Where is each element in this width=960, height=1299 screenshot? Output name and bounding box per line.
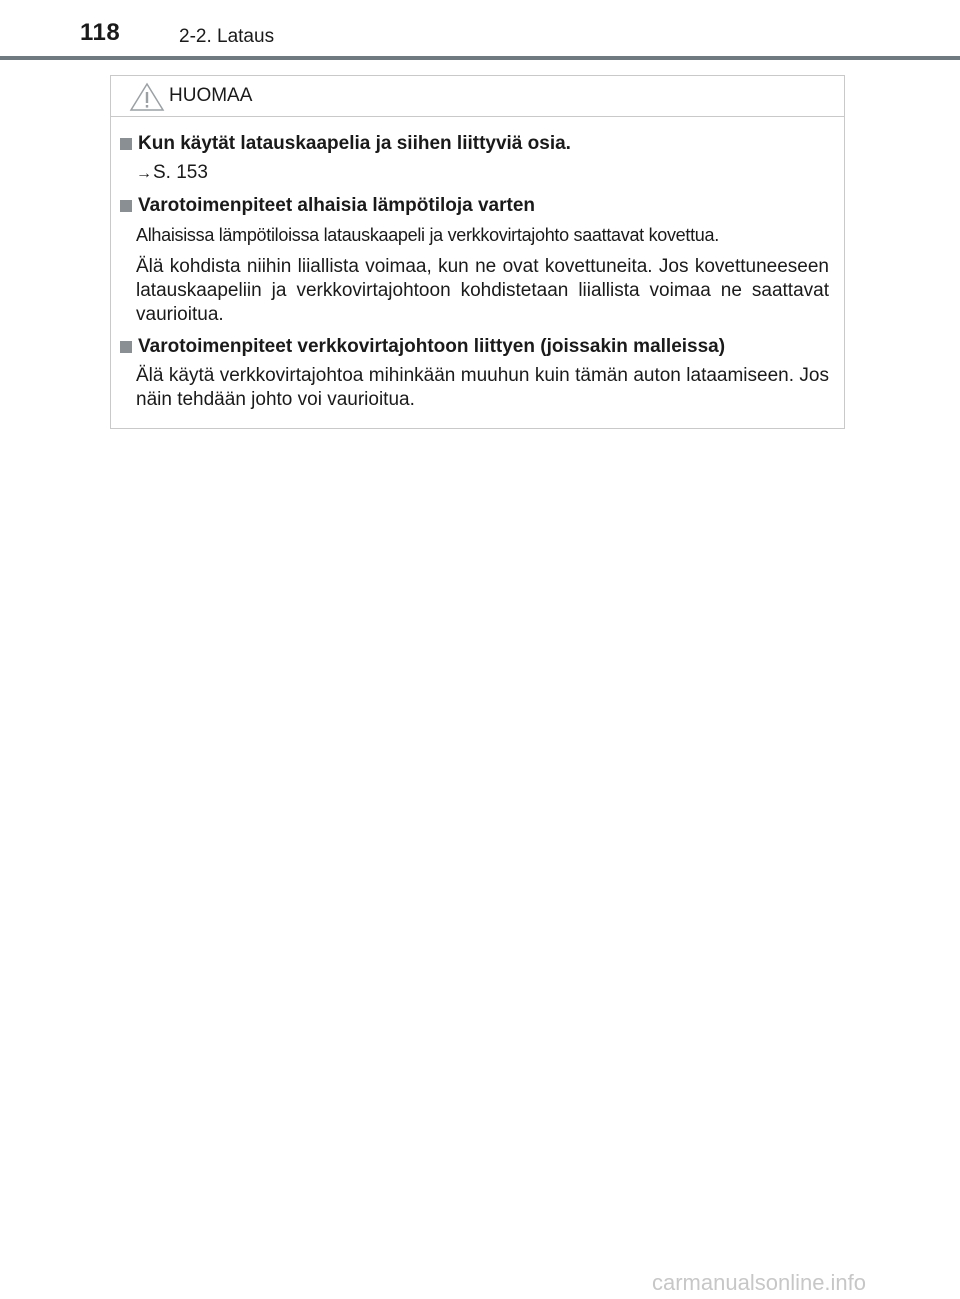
- notice-body: [111, 117, 844, 412]
- item-heading: Kun käytät latauskaapelia ja siihen liittyviä osia.: [138, 133, 571, 154]
- square-bullet-icon: [120, 341, 132, 353]
- item-paragraph: Alhaisissa lämpötiloissa latauskaapeli ja verkkovirtajohto saattavat kovettua.: [136, 225, 719, 245]
- notice-box: [110, 75, 845, 429]
- page-number: 118: [80, 19, 121, 46]
- notice-item: [120, 335, 829, 412]
- watermark: carmanualsonline.info: [652, 1270, 867, 1295]
- section-title: 2-2. Lataus: [179, 26, 275, 47]
- warning-triangle-icon: [129, 82, 165, 112]
- square-bullet-icon: [120, 200, 132, 212]
- notice-item: [120, 194, 829, 327]
- notice-header: [111, 76, 844, 117]
- arrow-right-icon: →: [136, 165, 152, 182]
- page-reference: [136, 161, 829, 186]
- item-paragraph: Älä käytä verkkovirtajohtoa mihinkään muuhun kuin tämän auton lataamiseen. Jos näin tehdään johto voi vaurioitua.: [136, 365, 829, 410]
- page-reference-text: S. 153: [153, 162, 208, 183]
- notice-title: HUOMAA: [169, 85, 253, 106]
- item-paragraph: Älä kohdista niihin liiallista voimaa, kun ne ovat kovettuneita. Jos kovettuneeseen latauskaapeliin ja verkkovirtajohtoon kohdistetaan liiallista voimaa ne saattavat vaurioitua.: [136, 256, 829, 325]
- item-heading: Varotoimenpiteet alhaisia lämpötiloja varten: [138, 195, 536, 216]
- square-bullet-icon: [120, 138, 132, 150]
- notice-item: [120, 132, 829, 186]
- item-heading: Varotoimenpiteet verkkovirtajohtoon liittyen (joissakin malleissa): [138, 336, 726, 357]
- page-header: [0, 0, 960, 62]
- header-divider: [0, 56, 960, 60]
